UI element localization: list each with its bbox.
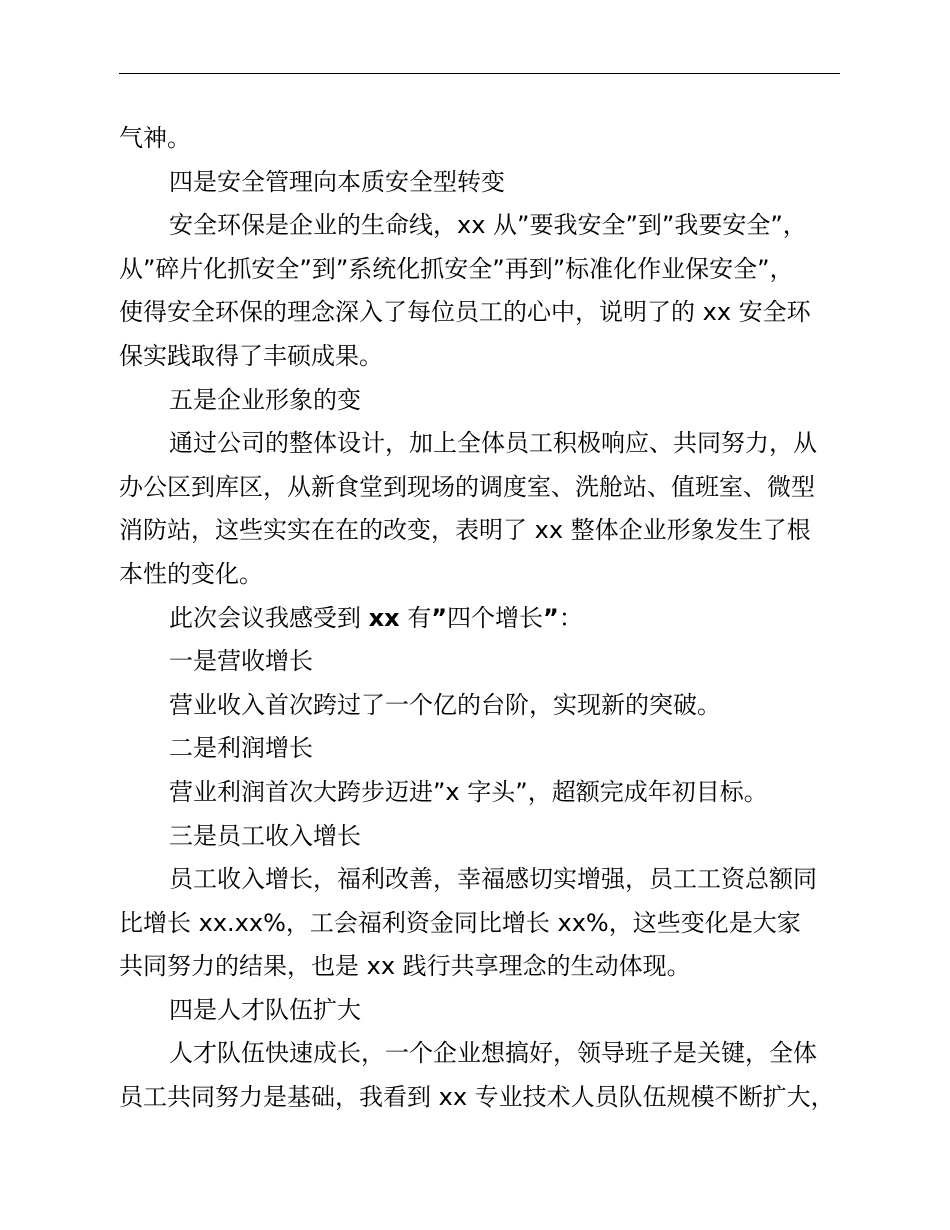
text-segment: 营业收入首次跨过了一个亿的台阶，实现新的突破。 [169, 690, 721, 719]
text-segment: 有 [399, 603, 432, 632]
document-body [119, 117, 840, 1120]
text-line [119, 509, 840, 553]
text-line [119, 771, 840, 815]
bold-text-segment: ” [543, 603, 559, 632]
text-line [119, 1076, 840, 1120]
text-line [119, 204, 840, 248]
text-line [119, 1032, 840, 1076]
bold-text-segment: xx [368, 603, 400, 632]
text-line [119, 989, 840, 1033]
text-segment: ： [558, 603, 583, 632]
text-segment: 安全环保是企业的生命线，xx 从”要我安全”到”我要安全”， [169, 211, 807, 240]
text-line [119, 684, 840, 728]
text-segment: 员工共同努力是基础，我看到 xx 专业技术人员队伍规模不断扩大， [119, 1083, 835, 1112]
text-segment: 五是企业形象的变 [169, 385, 361, 414]
text-segment: 一是营收增长 [169, 647, 313, 676]
text-segment: 此次会议我感受到 [169, 603, 369, 632]
text-segment: 四是安全管理向本质安全型转变 [169, 167, 505, 196]
text-line [119, 291, 840, 335]
text-line [119, 945, 840, 989]
text-line [119, 117, 840, 161]
text-line [119, 553, 840, 597]
header-rule [119, 73, 840, 74]
text-line [119, 815, 840, 859]
text-line [119, 597, 840, 641]
text-segment: 四是人才队伍扩大 [169, 995, 361, 1024]
text-segment: 共同努力的结果，也是 xx 践行共享理念的生动体现。 [119, 952, 691, 981]
text-line [119, 422, 840, 466]
bold-text-segment: ” [431, 603, 448, 632]
text-segment: 本性的变化。 [119, 559, 263, 588]
text-segment: 比增长 xx.xx%，工会福利资金同比增长 xx%，这些变化是大家 [119, 908, 801, 937]
text-segment: 员工收入增长，福利改善，幸福感切实增强，员工工资总额同 [169, 865, 817, 894]
text-segment: 通过公司的整体设计，加上全体员工积极响应、共同努力，从 [169, 429, 817, 458]
text-line [119, 161, 840, 205]
text-segment: 人才队伍快速成长，一个企业想搞好，领导班子是关键，全体 [169, 1039, 817, 1068]
text-segment: 三是员工收入增长 [169, 821, 361, 850]
text-segment: 二是利润增长 [169, 734, 313, 763]
text-line [119, 640, 840, 684]
text-line [119, 248, 840, 292]
text-segment: 气神。 [119, 124, 191, 152]
text-line [119, 379, 840, 423]
text-segment: 从”碎片化抓安全”到”系统化抓安全”再到”标准化作业保安全”， [119, 254, 794, 283]
text-line [119, 466, 840, 510]
text-line [119, 727, 840, 771]
text-line [119, 335, 840, 379]
text-segment: 使得安全环保的理念深入了每位员工的心中，说明了的 xx 安全环 [119, 298, 811, 327]
text-segment: 办公区到库区，从新食堂到现场的调度室、洗舱站、值班室、微型 [119, 472, 815, 501]
text-segment: 营业利润首次大跨步迈进”x 字头”，超额完成年初目标。 [169, 777, 768, 806]
text-line [119, 858, 840, 902]
text-segment: 保实践取得了丰硕成果。 [119, 341, 383, 370]
text-segment: 消防站，这些实实在在的改变，表明了 xx 整体企业形象发生了根 [119, 516, 811, 545]
text-line [119, 902, 840, 946]
text-segment: 四个增长 [447, 603, 544, 632]
